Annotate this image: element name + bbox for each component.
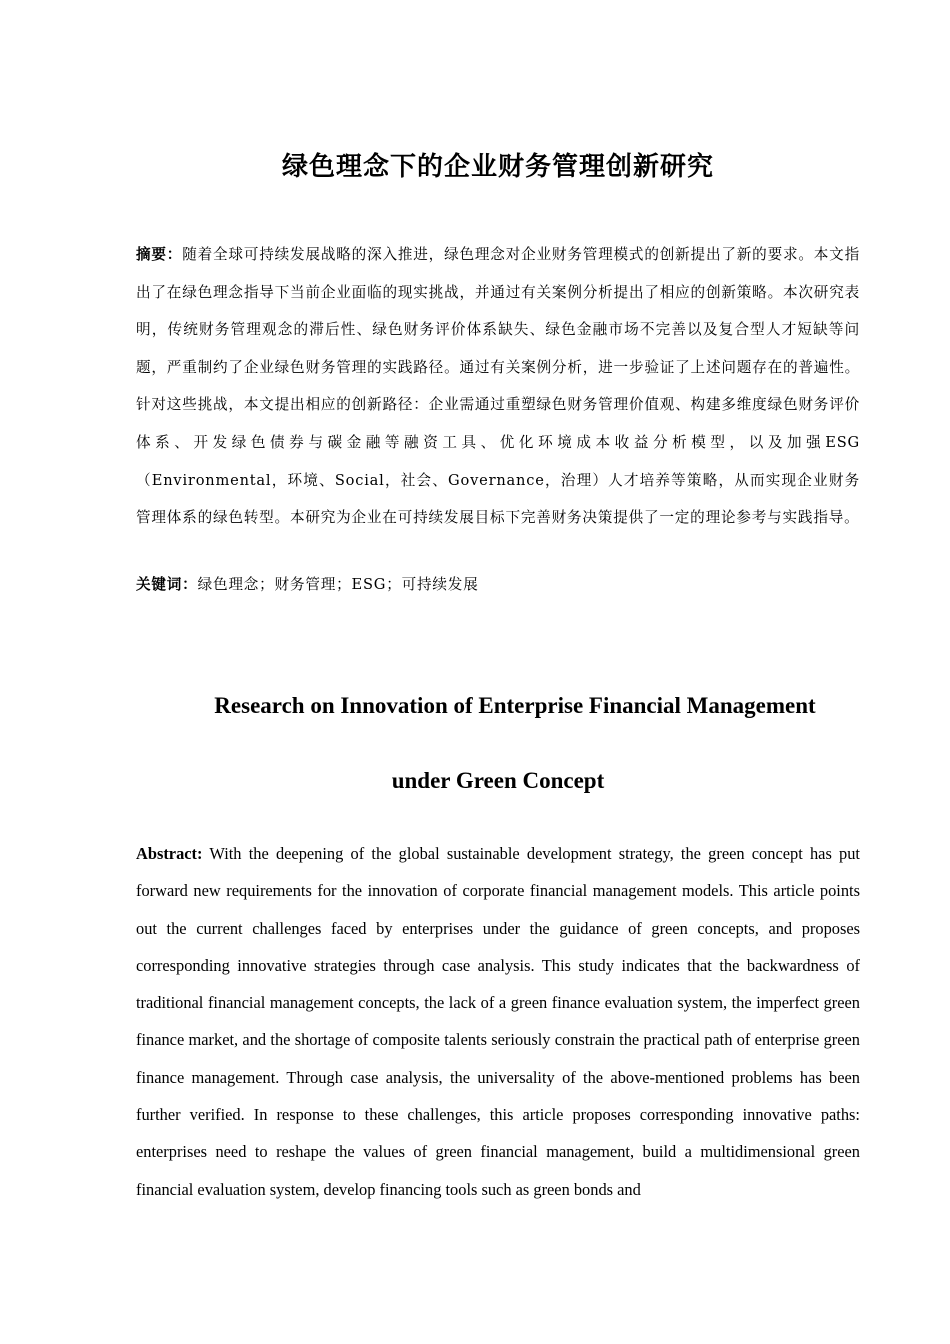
chinese-abstract-label: 摘要： [136, 246, 183, 263]
english-title-line2: under Green Concept [391, 768, 605, 793]
english-abstract-label: Abstract: [136, 844, 203, 863]
chinese-title: 绿色理念下的企业财务管理创新研究 [281, 152, 714, 182]
english-abstract [136, 835, 860, 1208]
chinese-keywords-text: 绿色理念；财务管理；ESG；可持续发展 [197, 576, 479, 593]
chinese-abstract [136, 236, 860, 537]
english-title-line1: Research on Innovation of Enterprise Financial Management [214, 693, 816, 718]
english-abstract-text: With the deepening of the global sustainable development strategy, the green concept has put forward new requirements for the innovation of corporate financial management models. This article points out the current challenges faced by enterprises under the guidance of green concepts, and proposes corresponding innovative strategies through case analysis. This study indicates that the backwardness of traditional financial management concepts, the lack of a green finance evaluation system, the imperfect green finance market, and the shortage of composite talents seriously constrain the practical path of enterprise green finance management. Through case analysis, the universality of the above-mentioned problems has been further verified. In response to these challenges, this article proposes corresponding innovative paths: enterprises need to reshape the values of green financial management, build a multidimensional green financial evaluation system, develop financing tools such as green bonds and [136, 844, 860, 1199]
english-title [136, 668, 860, 818]
chinese-abstract-text: 随着全球可持续发展战略的深入推进，绿色理念对企业财务管理模式的创新提出了新的要求。本文指出了在绿色理念指导下当前企业面临的现实挑战，并通过有关案例分析提出了相应的创新策略。本次研究表明，传统财务管理观念的滞后性、绿色财务评价体系缺失、绿色金融市场不完善以及复合型人才短缺等问题，严重制约了企业绿色财务管理的实践路径。通过有关案例分析，进一步验证了上述问题存在的普遍性。针对这些挑战，本文提出相应的创新路径：企业需通过重塑绿色财务管理价值观、构建多维度绿色财务评价体系、开发绿色债券与碳金融等融资工具、优化环境成本收益分析模型，以及加强ESG（Environmental，环境、Social，社会、Governance，治理）人才培养等策略，从而实现企业财务管理体系的绿色转型。本研究为企业在可持续发展目标下完善财务决策提供了一定的理论参考与实践指导。 [136, 246, 860, 527]
chinese-keywords-label: 关键词： [136, 576, 198, 593]
chinese-keywords [136, 566, 860, 604]
